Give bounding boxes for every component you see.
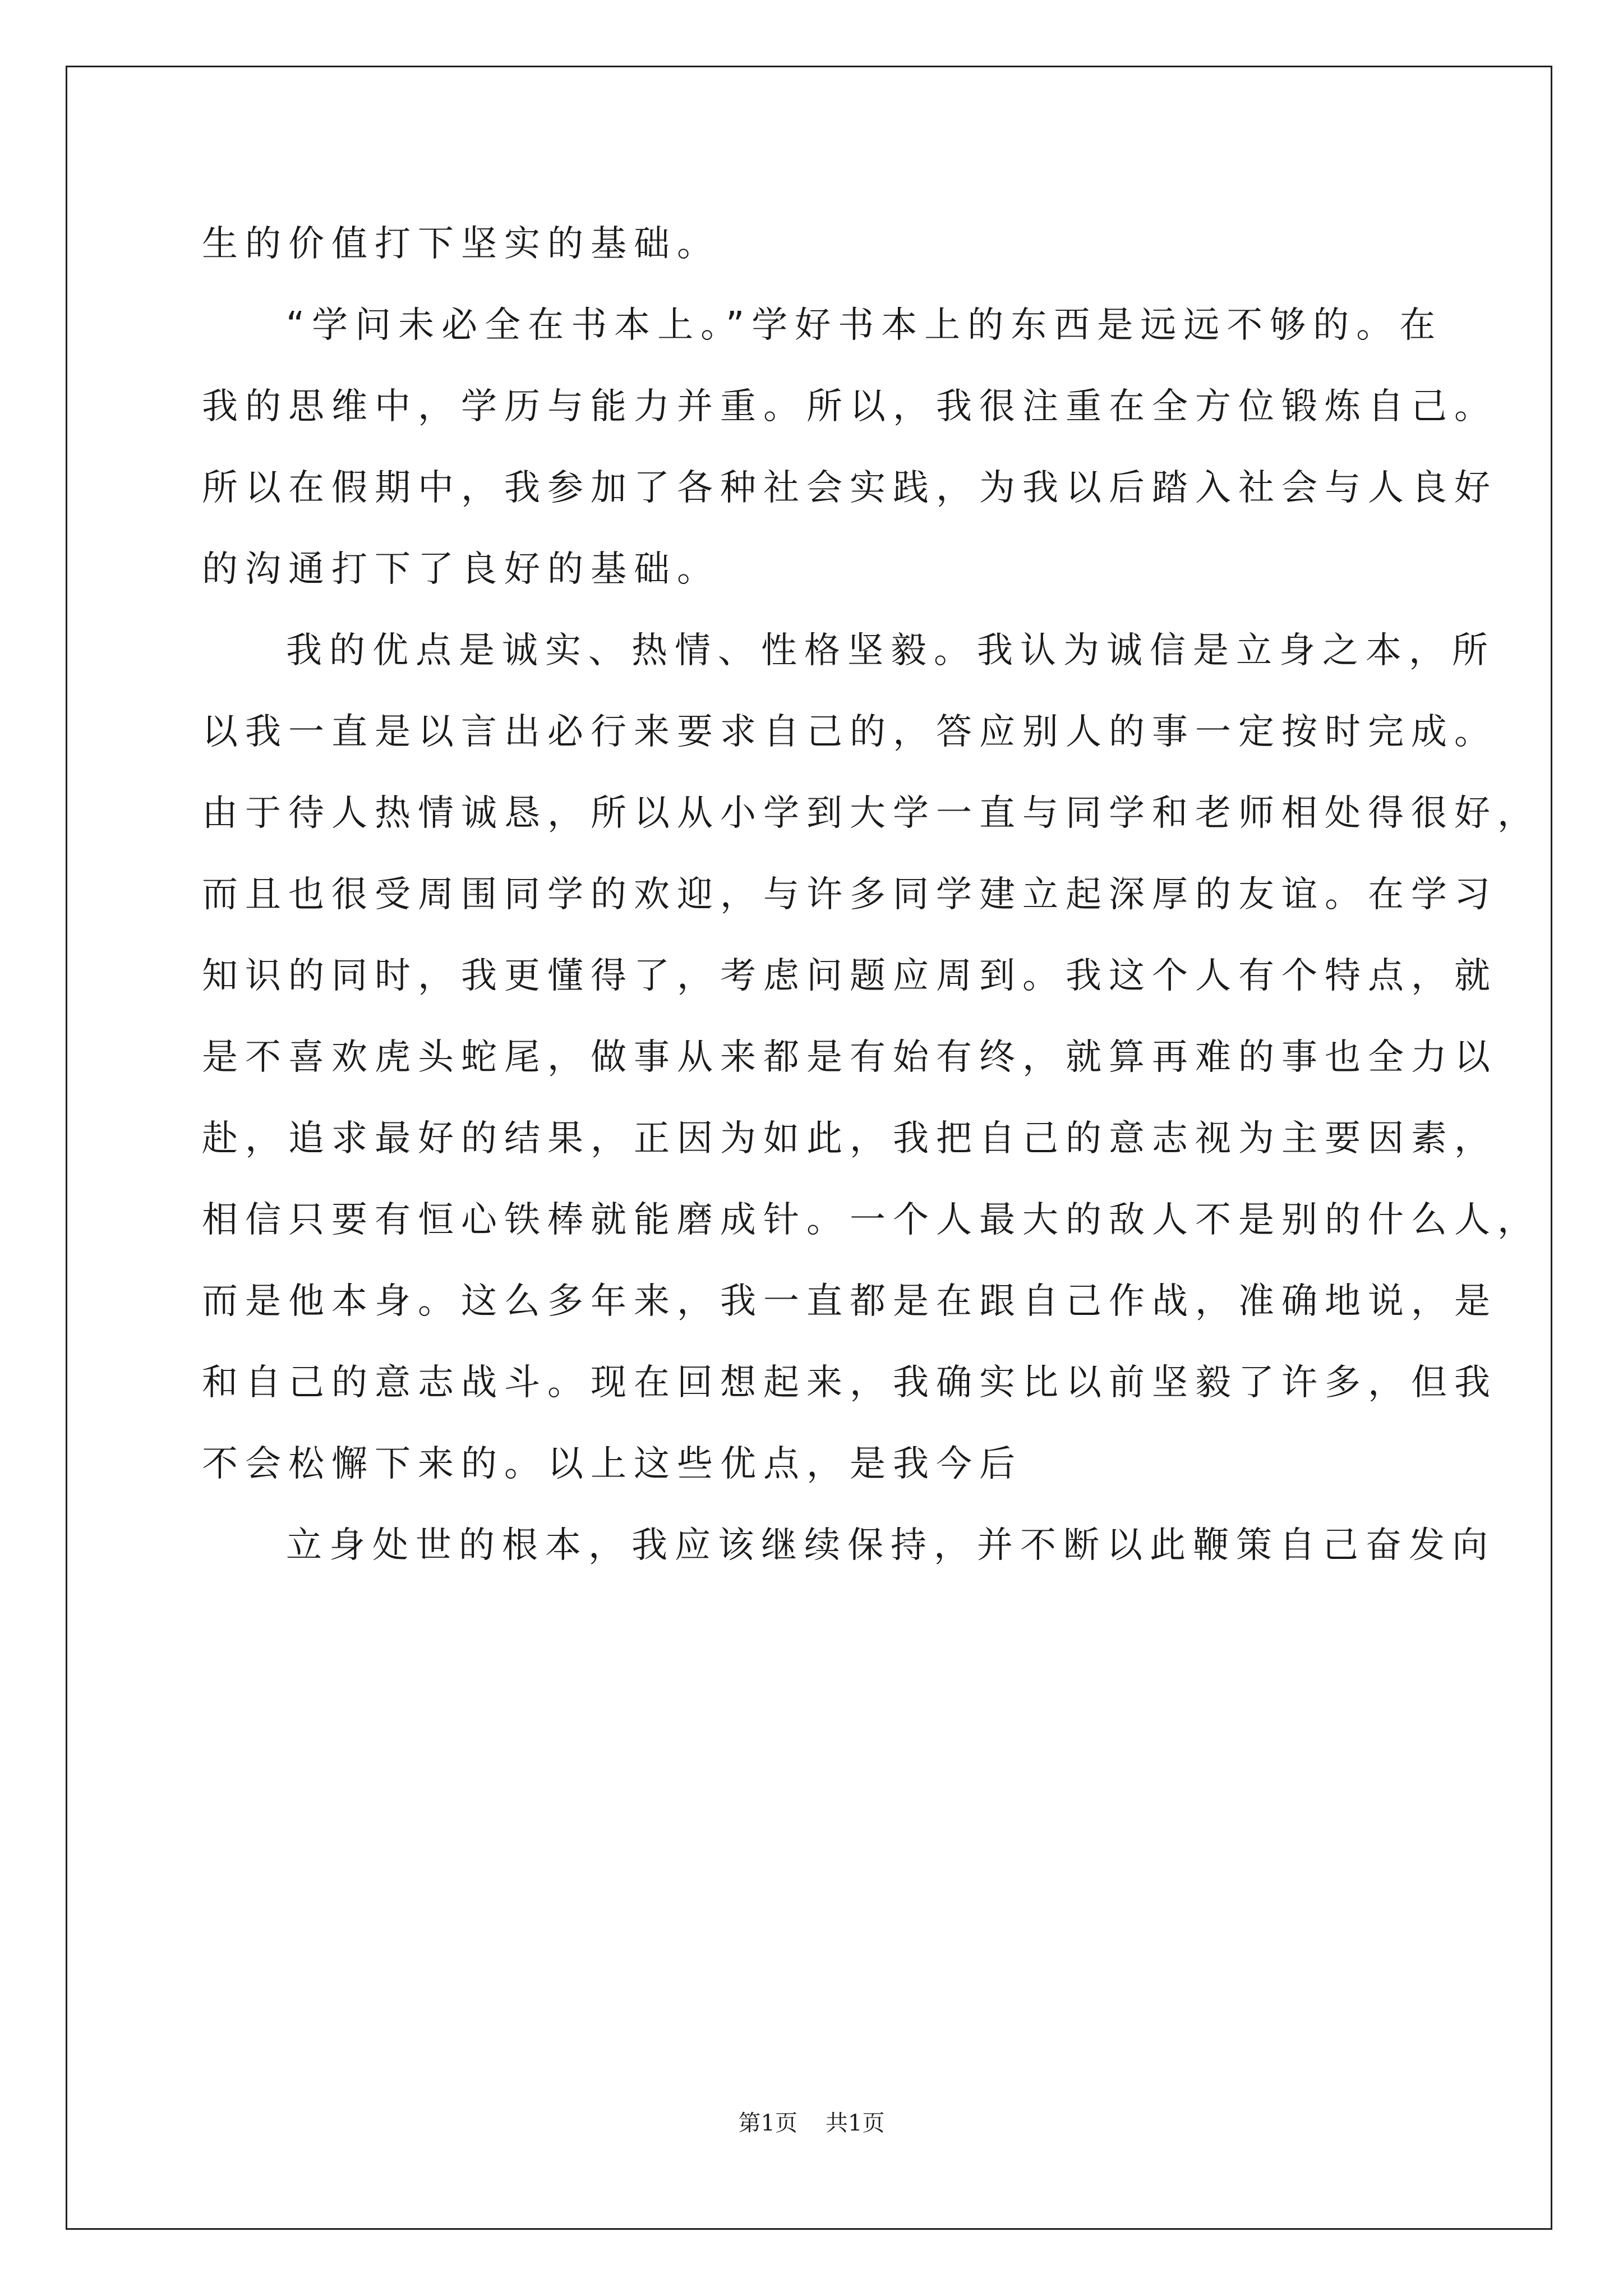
page-total: 共1页	[826, 2110, 885, 2136]
text-line: 的沟通打下了良好的基础。	[202, 549, 720, 590]
text-line: 立身处世的根本，我应该继续保持，并不断以此鞭策自己奋发向	[286, 1525, 1495, 1566]
text-line: “学问未必全在书本上。”学好书本上的东西是远远不够的。在	[286, 305, 1443, 346]
text-line: 以我一直是以言出必行来要求自己的，答应别人的事一定按时完成。	[202, 711, 1497, 753]
text-line: 而且也很受周围同学的欢迎，与许多同学建立起深厚的友谊。在学习	[202, 874, 1497, 915]
text-line: 生的价值打下坚实的基础。	[202, 223, 720, 265]
text-line: 由于待人热情诚恳，所以从小学到大学一直与同学和老师相处得很好，	[202, 793, 1541, 834]
text-line: 和自己的意志战斗。现在回想起来，我确实比以前坚毅了许多，但我	[202, 1362, 1497, 1404]
page-number: 第1页	[738, 2110, 797, 2136]
text-line: 是不喜欢虎头蛇尾，做事从来都是有始有终，就算再难的事也全力以	[202, 1037, 1497, 1078]
document-body	[202, 213, 1541, 1596]
text-line: 所以在假期中，我参加了各种社会实践，为我以后踏入社会与人良好	[202, 467, 1497, 509]
text-line: 而是他本身。这么多年来，我一直都是在跟自己作战，准确地说，是	[202, 1281, 1497, 1322]
text-line: 我的思维中，学历与能力并重。所以，我很注重在全方位锻炼自己。	[202, 386, 1497, 427]
text-line: 相信只要有恒心铁棒就能磨成针。一个人最大的敌人不是别的什么人，	[202, 1199, 1541, 1241]
text-line: 知识的同时，我更懂得了，考虑问题应周到。我这个人有个特点，就	[202, 955, 1497, 997]
text-line: 我的优点是诚实、热情、性格坚毅。我认为诚信是立身之本，所	[286, 630, 1495, 671]
text-line: 赴，追求最好的结果，正因为如此，我把自己的意志视为主要因素，	[202, 1118, 1497, 1159]
page-footer	[0, 2106, 1623, 2140]
text-line: 不会松懈下来的。以上这些优点，是我今后	[202, 1443, 1022, 1485]
